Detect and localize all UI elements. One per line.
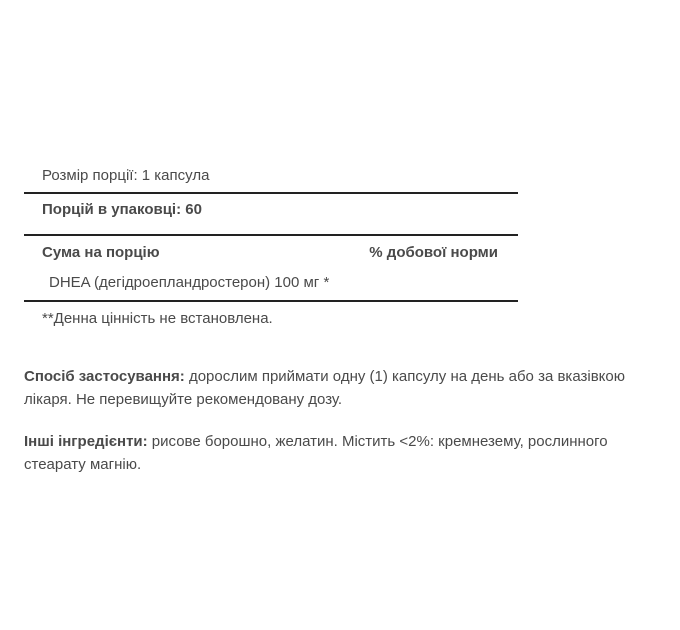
facts-header-row — [24, 236, 518, 270]
servings-per-container-row — [24, 194, 518, 236]
other-ingredients-text: рисове борошно, желатин. Містить <2%: кремнезему, рослинного стеарату магнію. — [24, 433, 608, 473]
footnote-text: **Денна цінність не встановлена. — [42, 310, 273, 327]
serving-size-row — [24, 160, 518, 194]
ingredient-text: DHEA (дегідроепландростерон) 100 мг * — [49, 274, 330, 291]
daily-value-label: % добової норми — [369, 244, 498, 261]
servings-per-container-text: Порцій в упаковці: 60 — [42, 201, 202, 218]
footnote-row — [24, 302, 518, 332]
amount-per-serving-label: Сума на порцію — [42, 244, 160, 261]
usage-paragraph — [24, 365, 664, 411]
usage-label: Спосіб застосування: — [24, 368, 185, 385]
usage-text: дорослим приймати одну (1) капсулу на день або за вказівкою лікаря. Не перевищуйте рекомендовану дозу. — [24, 368, 625, 408]
serving-size-text: Розмір порції: 1 капсула — [42, 167, 210, 184]
ingredient-row — [24, 270, 518, 302]
other-ingredients-paragraph — [24, 430, 664, 476]
supplement-facts-table — [24, 160, 518, 332]
other-ingredients-label: Інші інгредієнти: — [24, 433, 148, 450]
